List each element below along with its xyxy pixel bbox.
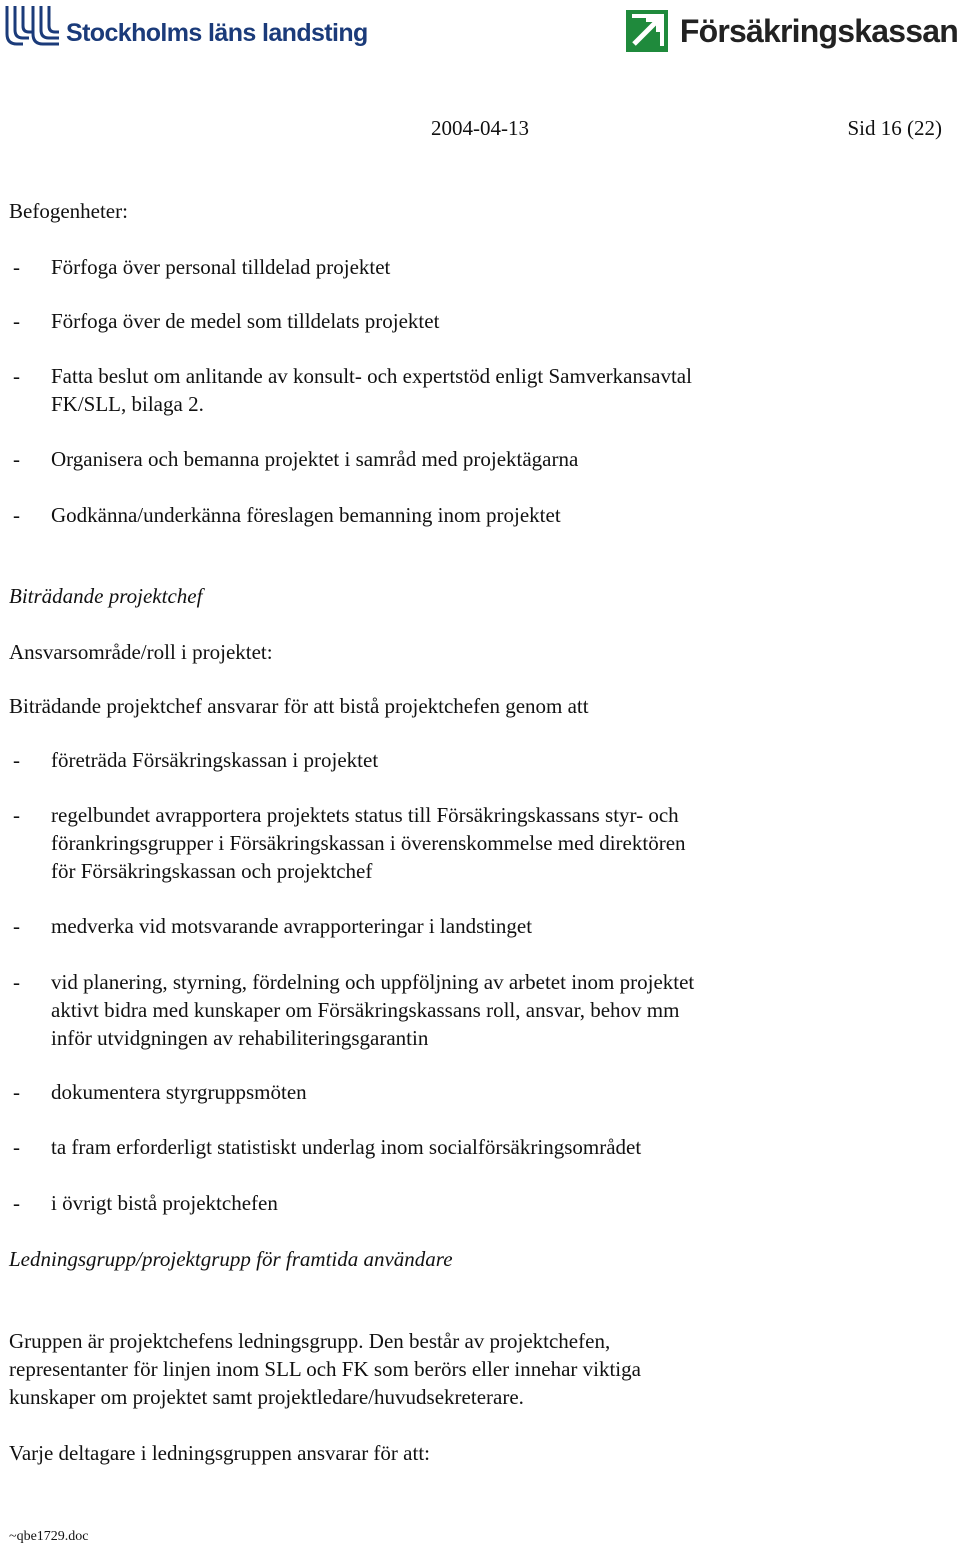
list-dash: - — [13, 447, 20, 471]
list-item-text: företräda Försäkringskassan i projektet — [51, 748, 379, 772]
section-heading-ledningsgrupp: Ledningsgrupp/projektgrupp för framtida användare — [9, 1247, 453, 1271]
list-item-text: ta fram erforderligt statistiskt underlag inom socialförsäkringsområdet — [51, 1135, 642, 1159]
list-item — [9, 307, 439, 335]
paragraph-line: representanter för linjen inom SLL och FK som berörs eller innehar viktiga — [9, 1357, 641, 1381]
list-item-text: förankringsgrupper i Försäkringskassan i överenskommelse med direktören — [51, 831, 686, 855]
list-item — [9, 445, 578, 473]
list-dash: - — [13, 970, 20, 994]
list-item — [9, 1133, 641, 1161]
fk-logo-text: Försäkringskassan — [679, 13, 958, 49]
list-item-text: Godkänna/underkänna föreslagen bemanning inom projektet — [51, 503, 561, 527]
list-dash: - — [13, 1135, 20, 1159]
varje-paragraph: Varje deltagare i ledningsgruppen ansvarar för att: — [9, 1441, 430, 1465]
sll-logo-icon — [3, 4, 61, 48]
list-item — [9, 1078, 307, 1106]
befogenheter-heading: Befogenheter: — [9, 199, 128, 223]
list-item — [9, 912, 532, 940]
list-item-text: i övrigt bistå projektchefen — [51, 1191, 278, 1215]
list-item — [9, 801, 686, 885]
list-dash: - — [13, 1191, 20, 1215]
footer-filename: ~qbe1729.doc — [9, 1529, 89, 1544]
ansvar-heading: Ansvarsområde/roll i projektet: — [9, 640, 273, 664]
list-item — [9, 362, 692, 418]
list-dash: - — [13, 914, 20, 938]
sll-logo — [3, 4, 368, 48]
list-item-text: Fatta beslut om anlitande av konsult- och expertstöd enligt Samverkansavtal — [51, 364, 692, 388]
list-item-text: Förfoga över personal tilldelad projektet — [51, 255, 391, 279]
list-item-text: Organisera och bemanna projektet i samråd med projektägarna — [51, 447, 579, 471]
list-item — [9, 746, 378, 774]
ledning-paragraph — [9, 1327, 641, 1411]
paragraph-line: Gruppen är projektchefens ledningsgrupp. Den består av projektchefen, — [9, 1329, 611, 1353]
list-item — [9, 253, 390, 281]
sll-logo-text: Stockholms läns landsting — [66, 19, 368, 47]
list-item-text: vid planering, styrning, fördelning och uppföljning av arbetet inom projektet — [51, 970, 695, 994]
paragraph-line: kunskaper om projektet samt projektledare/huvudsekreterare. — [9, 1385, 524, 1409]
list-dash: - — [13, 255, 20, 279]
list-item — [9, 1189, 278, 1217]
list-dash: - — [13, 309, 20, 333]
fk-logo — [626, 10, 958, 52]
page-number: Sid 16 (22) — [847, 116, 942, 140]
list-dash: - — [13, 364, 20, 388]
document-date: 2004-04-13 — [431, 116, 529, 140]
list-item-text: aktivt bidra med kunskaper om Försäkringskassans roll, ansvar, behov mm — [51, 998, 680, 1022]
list-item-text: för Försäkringskassan och projektchef — [51, 859, 373, 883]
list-item-text: FK/SLL, bilaga 2. — [51, 392, 204, 416]
list-dash: - — [13, 1080, 20, 1104]
list-item-text: inför utvidgningen av rehabiliteringsgarantin — [51, 1026, 429, 1050]
list-item — [9, 501, 561, 529]
list-item-text: medverka vid motsvarande avrapporteringar i landstinget — [51, 914, 533, 938]
list-dash: - — [13, 748, 20, 772]
list-dash: - — [13, 503, 20, 527]
list-item-text: Förfoga över de medel som tilldelats projektet — [51, 309, 440, 333]
fk-logo-icon — [626, 10, 668, 52]
section-heading-bitradande: Biträdande projektchef — [9, 584, 203, 608]
list-item-text: dokumentera styrgruppsmöten — [51, 1080, 307, 1104]
list-dash: - — [13, 803, 20, 827]
list-item — [9, 968, 694, 1052]
list-item-text: regelbundet avrapportera projektets status till Försäkringskassans styr- och — [51, 803, 679, 827]
ansvar-intro: Biträdande projektchef ansvarar för att bistå projektchefen genom att — [9, 694, 589, 718]
